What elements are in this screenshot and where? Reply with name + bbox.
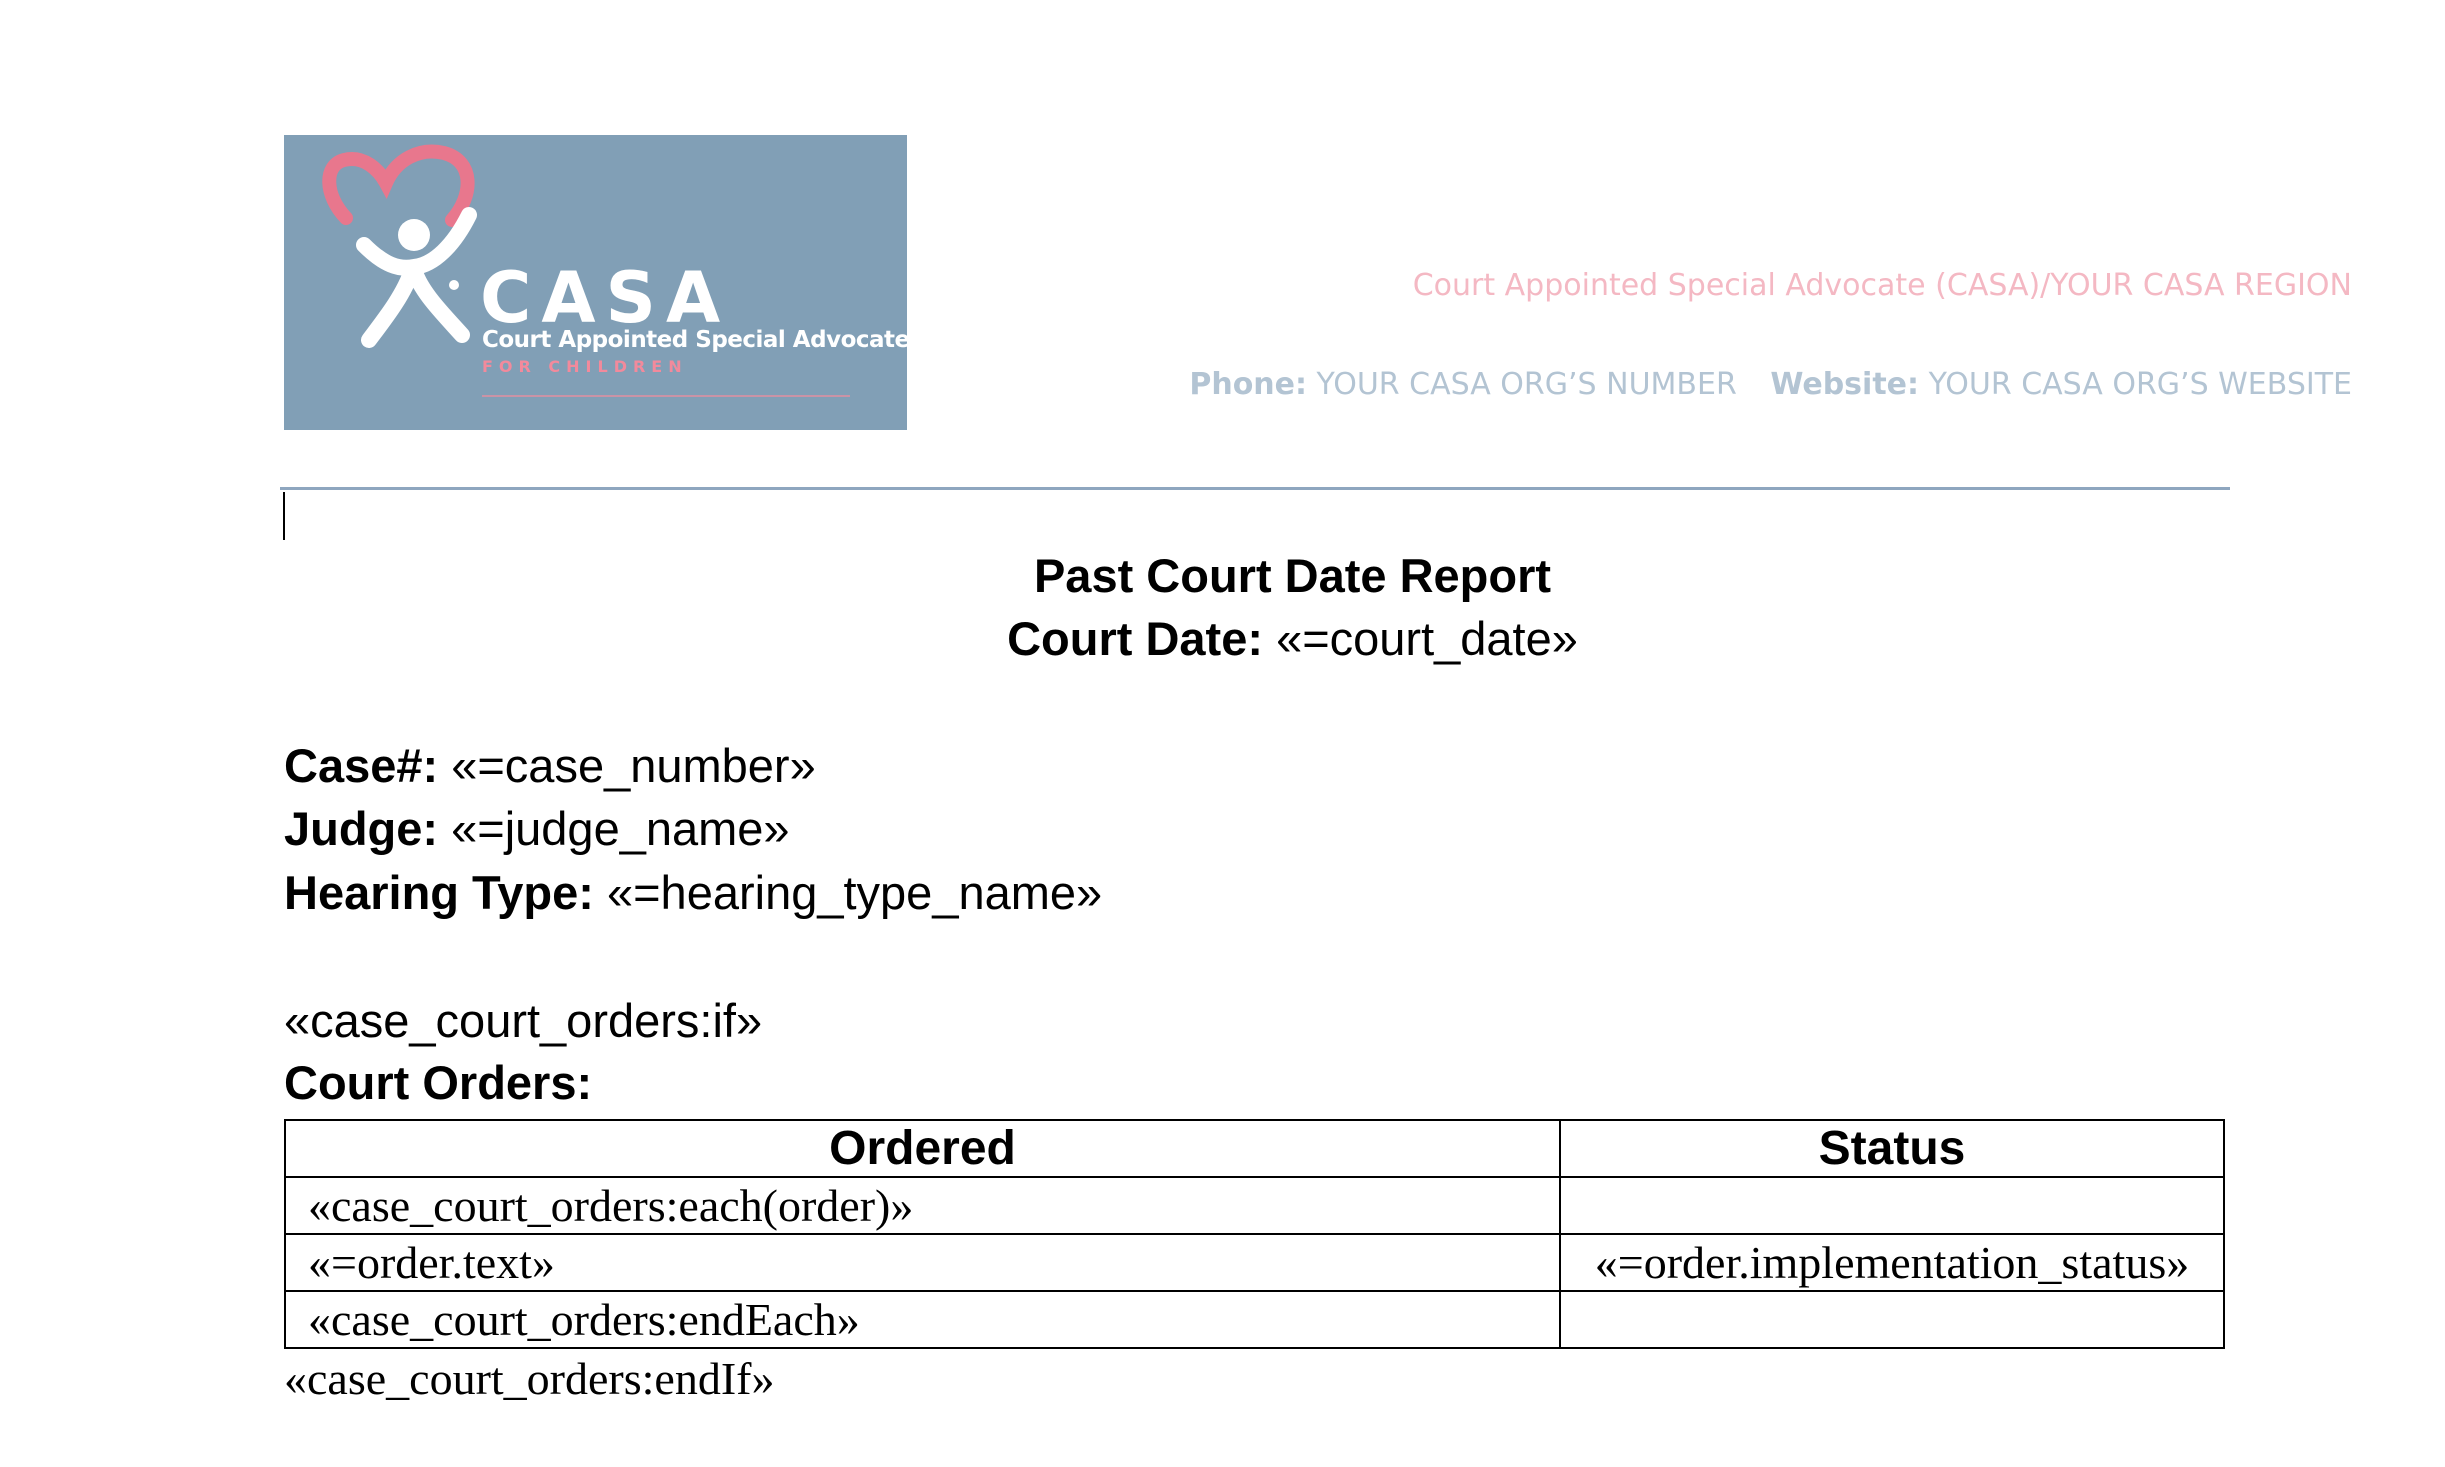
judge-label: Judge:	[284, 802, 439, 855]
status-cell: «=order.implementation_status»	[1560, 1234, 2224, 1291]
court-orders-heading: Court Orders:	[284, 1056, 593, 1109]
contact-line	[1189, 367, 2352, 402]
hearing-label: Hearing Type:	[284, 866, 594, 919]
status-cell	[1560, 1291, 2224, 1348]
logo-divider	[482, 395, 850, 397]
judge-value: «=judge_name»	[451, 802, 790, 855]
orders-endif-tag: «case_court_orders:endIf»	[284, 1353, 775, 1404]
table-row	[285, 1177, 2224, 1234]
judge-line	[284, 801, 790, 856]
case-label: Case#:	[284, 739, 439, 792]
court-orders-table	[284, 1119, 2225, 1349]
column-header-ordered: Ordered	[285, 1120, 1560, 1177]
casa-logo-text: CASA	[480, 257, 731, 339]
court-date-label: Court Date:	[1007, 612, 1263, 665]
column-header-status: Status	[1560, 1120, 2224, 1177]
case-value: «=case_number»	[451, 739, 816, 792]
status-cell	[1560, 1177, 2224, 1234]
table-row	[285, 1234, 2224, 1291]
ordered-cell: «case_court_orders:each(order)»	[285, 1177, 1560, 1234]
ordered-cell: «=order.text»	[285, 1234, 1560, 1291]
org-name: Court Appointed Special Advocate (CASA)/YOUR CASA REGION	[1412, 268, 2352, 303]
table-row	[285, 1291, 2224, 1348]
table-header-row	[285, 1120, 2224, 1177]
hearing-value: «=hearing_type_name»	[606, 866, 1103, 919]
casa-logo-tagline: Court Appointed Special Advocates	[482, 327, 923, 353]
court-date-value: «=court_date»	[1276, 612, 1578, 665]
case-number-line	[284, 738, 816, 793]
hearing-type-line	[284, 865, 1102, 920]
casa-logo	[284, 135, 923, 430]
phone-value: YOUR CASA ORG’S NUMBER	[1316, 367, 1737, 402]
phone-label: Phone:	[1189, 367, 1307, 402]
report-title: Past Court Date Report	[1033, 549, 1552, 602]
ordered-cell: «case_court_orders:endEach»	[285, 1291, 1560, 1348]
court-date-line	[0, 611, 2445, 666]
header-divider	[280, 487, 2230, 490]
casa-logo-tagline-children: FOR CHILDREN	[482, 357, 688, 376]
orders-if-tag: «case_court_orders:if»	[284, 994, 763, 1047]
website-label: Website:	[1770, 367, 1920, 402]
website-value: YOUR CASA ORG’S WEBSITE	[1928, 367, 2352, 402]
text-cursor[interactable]	[283, 492, 285, 540]
